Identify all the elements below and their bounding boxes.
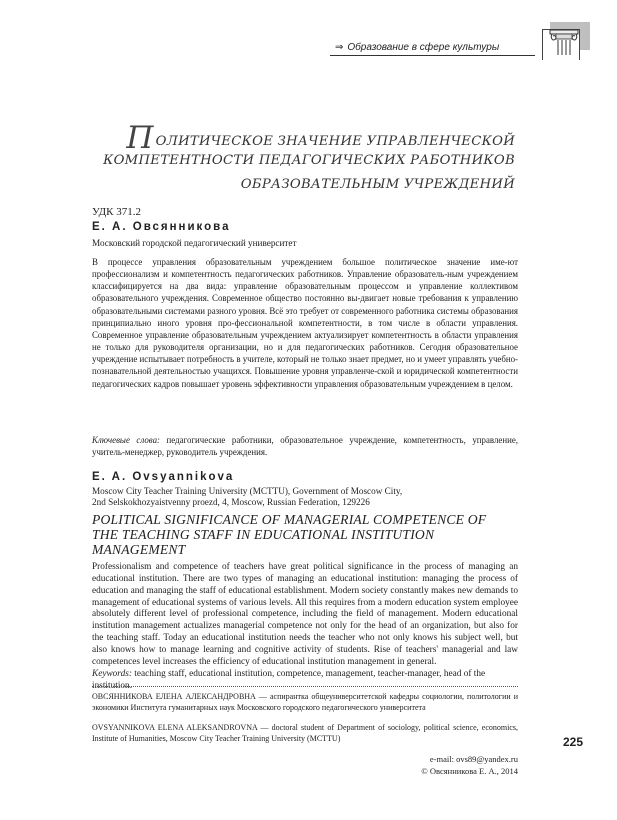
author-email: e-mail: ovs89@yandex.ru (429, 754, 518, 764)
column-capital-icon (549, 28, 579, 56)
title-ru-line-2: КОМПЕТЕНТНОСТИ ПЕДАГОГИЧЕСКИХ РАБОТНИКОВ (103, 153, 515, 168)
affiliation-en (92, 486, 402, 508)
keywords-en-label: Keywords: (92, 669, 132, 679)
title-ru-line-3: ОБРАЗОВАТЕЛЬНЫМ УЧРЕЖДЕНИЙ (240, 177, 515, 192)
title-dropcap: П (126, 120, 154, 156)
arrow-icon: ⇒ (335, 42, 344, 53)
section-title: Образование в сфере культуры (347, 42, 500, 53)
page-number: 225 (563, 735, 584, 749)
udc-code: УДК 371.2 (92, 206, 142, 218)
keywords-ru-text: педагогические работники, образовательное учреждение, компетентность, управление, учитель-менеджер, руководитель учреждения. (92, 435, 519, 458)
footnote-ru: ОВСЯННИКОВА ЕЛЕНА АЛЕКСАНДРОВНА — аспирантка общеуниверситетской кафедры социологии, политологии и экономики Института гуманитарных наук Московского городского педагогического университета (92, 692, 518, 712)
keywords-ru (92, 434, 518, 458)
abstract-en: Professionalism and competence of teachers have great political significance in the process of managing an educational institution. There are two types of managing an educational institution: managing the process of education and managing the staff of educational establishment. Modern society constantly makes new demands to management of educational systems of various levels. All this requires from a modern education system employee absolutely different level of professional competence, including the field of management. Modern educational institution management actualizes managerial competence not only for the head of an organization, but also for the teaching staff. Today an educational institution needs the teacher who not only knows his subject well, but also knows how to manage learning and cognitive activity of students. Rise of teachers' managerial and law competences level increases the efficiency of educational institution management in general. (92, 562, 518, 667)
footnote-divider (92, 686, 518, 687)
title-ru-line-1 (126, 120, 515, 156)
affiliation-en-line-1: Moscow City Teacher Training University (MCTTU), Government of Moscow City, (92, 486, 403, 496)
affiliation-ru: Московский городской педагогический университет (92, 238, 297, 248)
abstract-ru: В процессе управления образовательным учреждением большое политическое значение име-ют профессионализм и компетентность педагогических работников. Управление образователь-ным учреждением классифицируется на два вида: управление образовательным процессом и управление коллективом образовательного учреждения. Современное общество постоянно вы-двигает новые требования к управлению образовательными системами разного уровня. Всё это требует от современного работника системы образования принципиально иного уровня про-фессиональной компетентности, в том числе в области управления. Современное управление образовательным учреждением актуализирует компетентность в области управления не только для руководителя организации, но и для педагогических работников. Сегодня образовательное учреждение испытывает потребность в учителе, который не только знает предмет, но и умеет управлять учебно-познавательной деятельностью учащихся. Повышение уровня управленче-ской и юридической компетентности педагогических кадров повышает уровень эффективности управления образовательным учреждением в целом. (92, 257, 518, 389)
keywords-ru-label: Ключевые слова: (92, 435, 160, 445)
affiliation-en-line-2: 2nd Selskokhozyaistvenny proezd, 4, Moscow, Russian Federation, 129226 (92, 497, 370, 507)
keywords-en (92, 669, 518, 693)
running-header (335, 42, 499, 53)
title-en: POLITICAL SIGNIFICANCE OF MANAGERIAL COMPETENCE OF THE TEACHING STAFF IN EDUCATIONAL INSTITUTION MANAGEMENT (92, 512, 487, 557)
header-rule (330, 55, 535, 56)
keywords-en-text: teaching staff, educational institution, competence, management, teacher-manager, head of the institution. (92, 669, 486, 691)
footnote-en: OVSYANNIKOVA ELENA ALEKSANDROVNA — doctoral student of Department of sociology, political science, economics, Institute of Humanities, Moscow City Teacher Training University (MCTTU) (92, 723, 518, 743)
author-ru: Е. А. Овсянникова (92, 221, 231, 233)
copyright: © Овсянникова Е. А., 2014 (421, 766, 518, 776)
title-ru-line-1-text: ОЛИТИЧЕСКОЕ ЗНАЧЕНИЕ УПРАВЛЕНЧЕСКОЙ (155, 134, 515, 149)
author-en: E. A. Ovsyannikova (92, 471, 235, 483)
